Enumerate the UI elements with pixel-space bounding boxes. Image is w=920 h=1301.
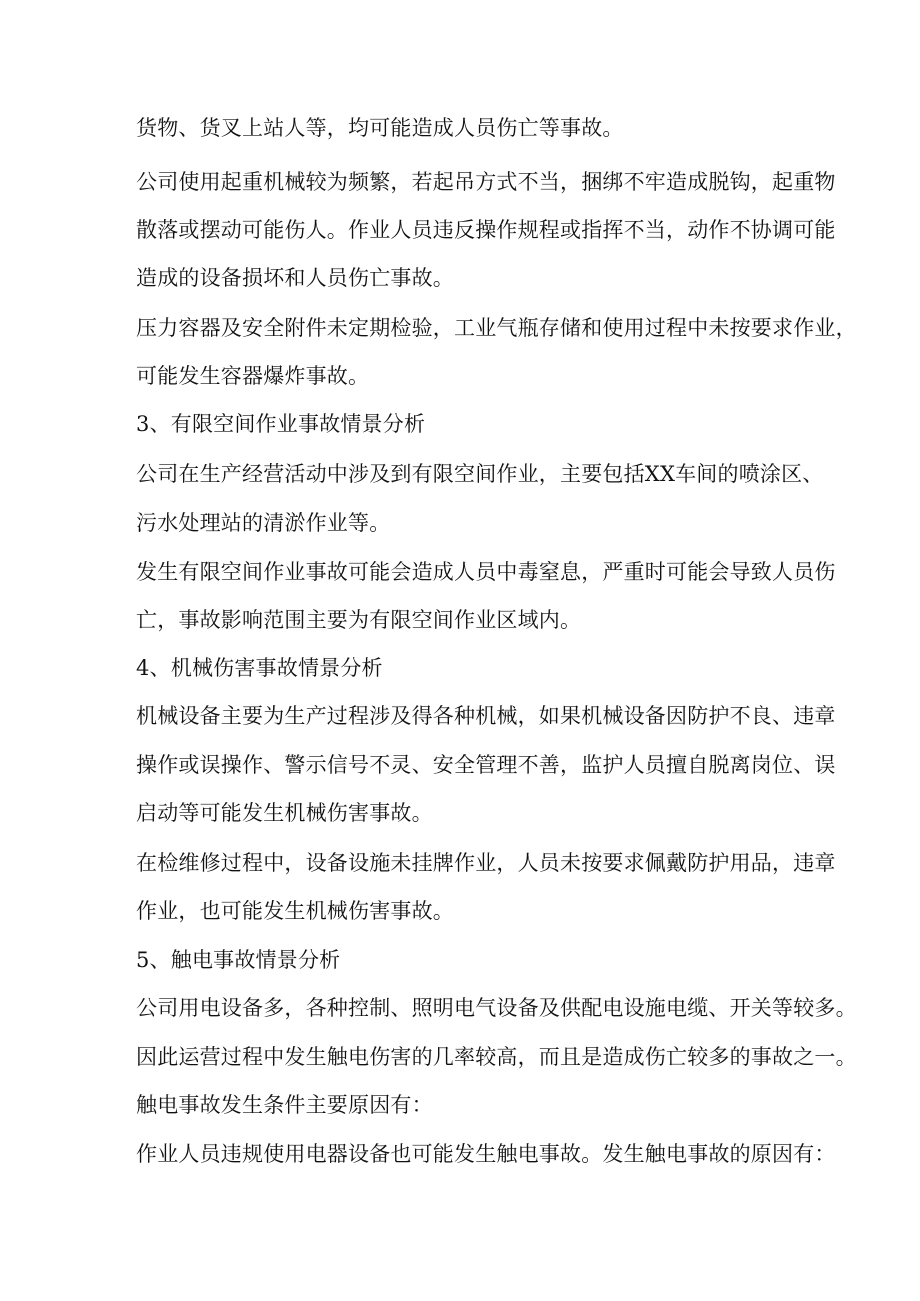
text-line: 压力容器及安全附件未定期检验，工业气瓶存储和使用过程中未按要求作业， xyxy=(136,316,857,340)
text-line: 亡，事故影响范围主要为有限空间作业区域内。 xyxy=(136,608,582,632)
text-line: 公司在生产经营活动中涉及到有限空间作业，主要包括XX车间的喷涂区、 xyxy=(136,462,824,486)
text-line: 污水处理站的清淤作业等。 xyxy=(136,511,391,535)
text-line: 作业，也可能发生机械伤害事故。 xyxy=(136,899,454,923)
text-line: 启动等可能发生机械伤害事故。 xyxy=(136,801,433,825)
text-line: 公司用电设备多，各种控制、照明电气设备及供配电设施电缆、开关等较多。 xyxy=(136,996,857,1020)
text-line: 在检维修过程中，设备设施未挂牌作业，人员未按要求佩戴防护用品，违章 xyxy=(136,851,836,875)
text-line: 作业人员违规使用电器设备也可能发生触电事故。发生触电事故的原因有： xyxy=(136,1142,836,1166)
text-line: 可能发生容器爆炸事故。 xyxy=(136,364,370,388)
text-line: 操作或误操作、警示信号不灵、安全管理不善，监护人员擅自脱离岗位、误 xyxy=(136,753,836,777)
text-line: 因此运营过程中发生触电伤害的几率较高，而且是造成伤亡较多的事故之一。 xyxy=(136,1045,857,1069)
section-heading: 4、机械伤害事故情景分析 xyxy=(136,656,383,680)
text-line: 发生有限空间作业事故可能会造成人员中毒窒息，严重时可能会导致人员伤 xyxy=(136,560,836,584)
text-line: 触电事故发生条件主要原因有： xyxy=(136,1093,433,1117)
section-heading: 5、触电事故情景分析 xyxy=(136,948,341,972)
text-line: 货物、货叉上站人等，均可能造成人员伤亡等事故。 xyxy=(136,116,624,140)
text-line: 机械设备主要为生产过程涉及得各种机械，如果机械设备因防护不良、违章 xyxy=(136,704,836,728)
text-line: 公司使用起重机械较为频繁，若起吊方式不当，捆绑不牢造成脱钩，起重物 xyxy=(136,170,836,194)
section-heading: 3、有限空间作业事故情景分析 xyxy=(136,412,426,436)
text-line: 散落或摆动可能伤人。作业人员违反操作规程或指挥不当，动作不协调可能 xyxy=(136,218,836,242)
text-line: 造成的设备损坏和人员伤亡事故。 xyxy=(136,266,454,290)
